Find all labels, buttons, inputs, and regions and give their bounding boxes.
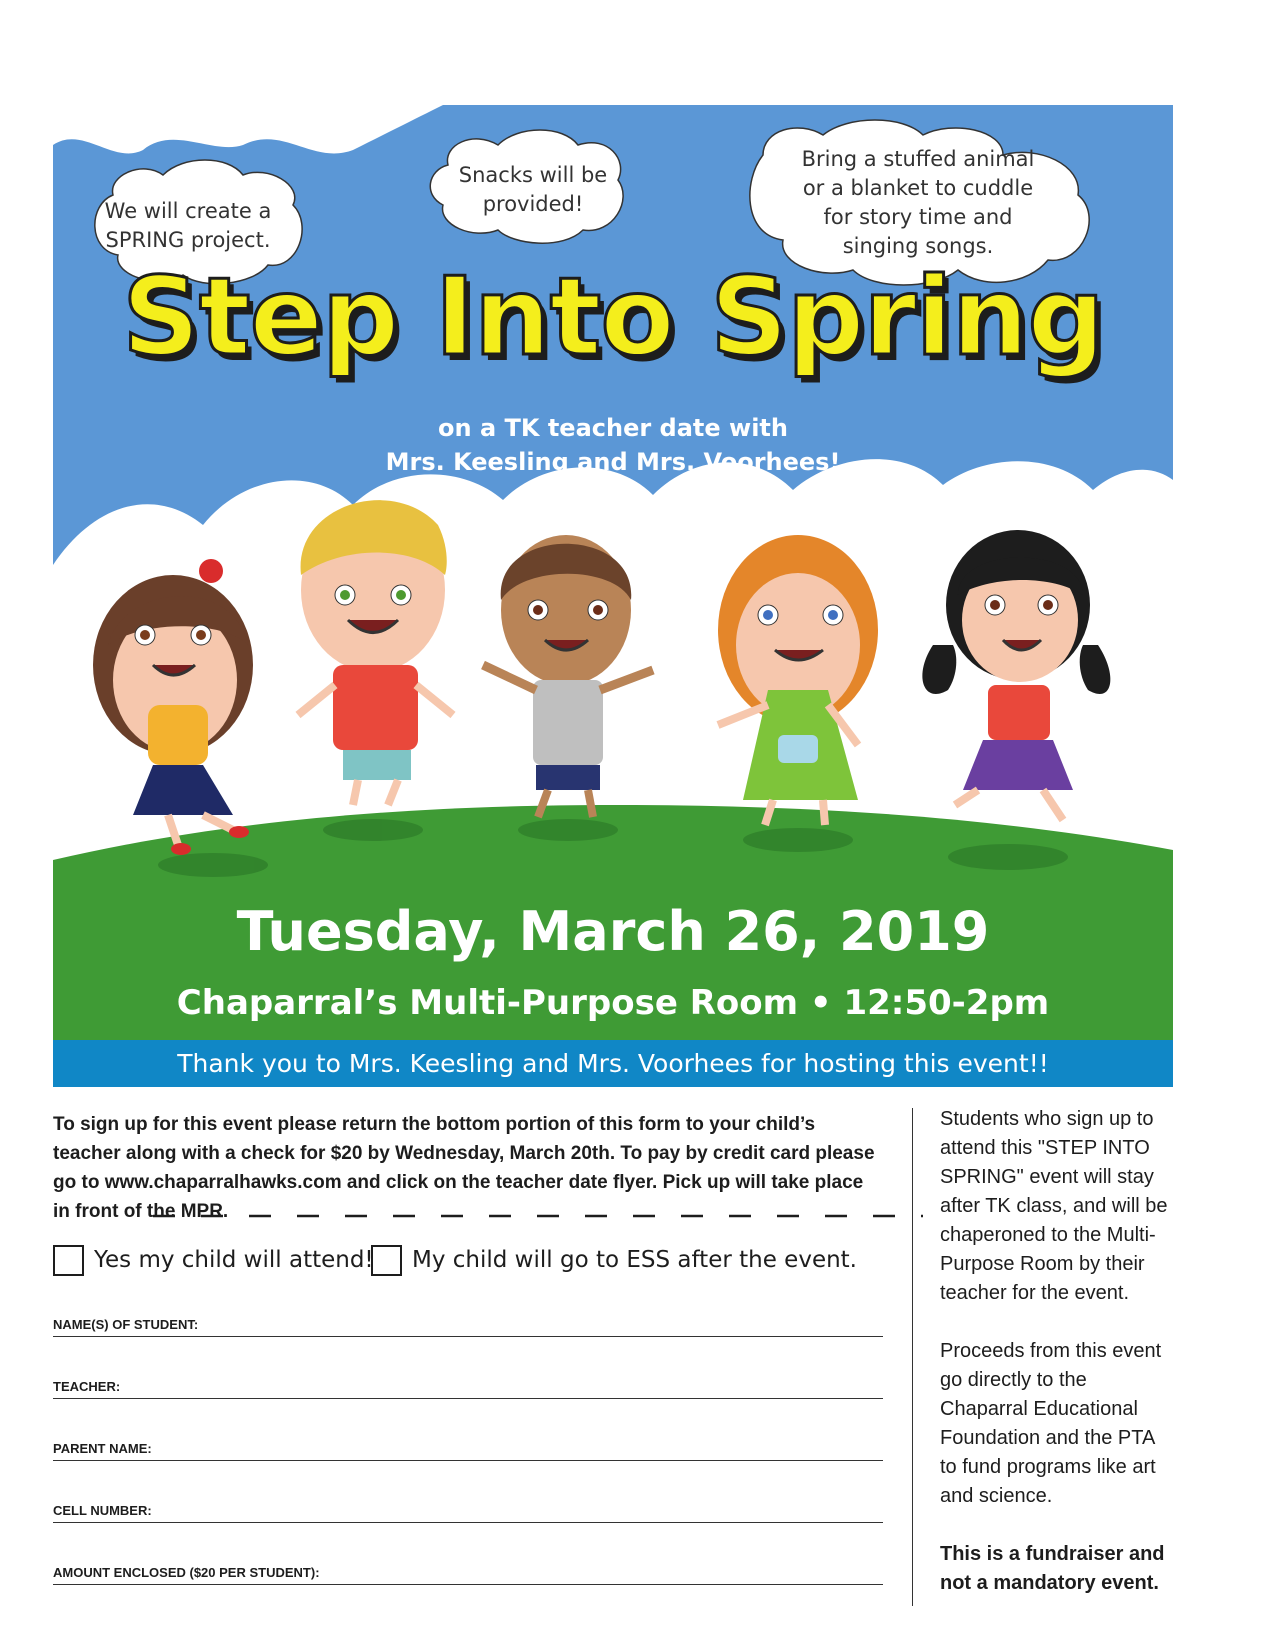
side-info xyxy=(940,1105,1170,1627)
side-info-fundraiser-note: This is a fundraiser and not a mandatory event. xyxy=(940,1543,1165,1594)
thanks-banner: Thank you to Mrs. Keesling and Mrs. Voorhees for hosting this event!! xyxy=(53,1040,1173,1087)
side-info-attendance: Students who sign up to attend this "STEP INTO SPRING" event will stay after TK class, and will be chaperoned to the Multi-Purpose Room by their teacher for the event. xyxy=(940,1108,1168,1304)
attend-checkbox-row[interactable] xyxy=(53,1242,374,1278)
attendance-checkboxes xyxy=(53,1242,903,1282)
event-date: Tuesday, March 26, 2019 xyxy=(236,900,990,963)
ess-label: My child will go to ESS after the event. xyxy=(412,1247,857,1273)
student-name-label: NAME(S) OF STUDENT: xyxy=(53,1317,199,1332)
ess-checkbox[interactable] xyxy=(371,1245,402,1276)
parent-name-label: PARENT NAME: xyxy=(53,1441,152,1456)
cell-number-label: CELL NUMBER: xyxy=(53,1503,152,1518)
bubble-project-text: We will create a SPRING project. xyxy=(104,199,272,252)
student-name-field[interactable] xyxy=(53,1314,883,1337)
cut-line xyxy=(153,1214,923,1218)
ess-checkbox-row[interactable] xyxy=(371,1242,857,1278)
event-location: Chaparral’s Multi-Purpose Room • 12:50-2pm xyxy=(176,983,1050,1023)
signup-instructions: To sign up for this event please return the bottom portion of this form to your child’s teacher along with a check for $20 by Wednesday, March 20th. To pay by credit card please go to www.chaparralhawks.com and click on the teacher date flyer. Pick up will take place in front of the MPR. xyxy=(53,1114,875,1222)
attend-checkbox[interactable] xyxy=(53,1245,84,1276)
cell-number-field[interactable] xyxy=(53,1500,883,1523)
teacher-field[interactable] xyxy=(53,1376,883,1399)
teacher-label: TEACHER: xyxy=(53,1379,121,1394)
subtitle-line-2: Mrs. Keesling and Mrs. Voorhees! xyxy=(385,448,841,476)
attend-label: Yes my child will attend! xyxy=(94,1247,374,1273)
parent-name-field[interactable] xyxy=(53,1438,883,1461)
amount-enclosed-field[interactable] xyxy=(53,1562,883,1585)
bubble-stuffed-animal-text: Bring a stuffed animal or a blanket to cuddle for story time and singing songs. xyxy=(801,147,1035,258)
side-info-proceeds: Proceeds from this event go directly to the Chaparral Educational Foundation and the PTA to fund programs like art and science. xyxy=(940,1340,1162,1507)
event-flyer xyxy=(53,105,1173,1087)
event-title: Step Into Spring xyxy=(122,255,1104,380)
event-subtitle xyxy=(53,411,1173,479)
subtitle-line-1: on a TK teacher date with xyxy=(438,414,788,442)
bubble-snacks-text: Snacks will be provided! xyxy=(458,163,608,216)
signup-form xyxy=(53,1110,883,1580)
amount-enclosed-label: AMOUNT ENCLOSED ($20 PER STUDENT): xyxy=(53,1565,320,1580)
column-divider xyxy=(912,1108,913,1606)
